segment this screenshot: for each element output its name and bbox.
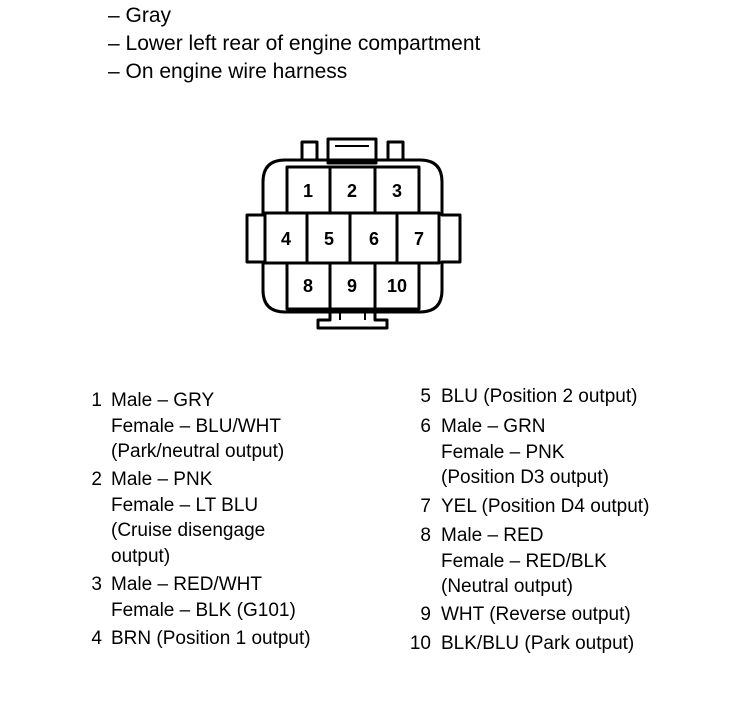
- header-location-text: – Lower left rear of engine compartment: [108, 32, 481, 55]
- pin-label: 4: [280, 229, 292, 249]
- pin-desc-line: BRN (Position 1 output): [111, 628, 311, 649]
- pin-label: 10: [386, 276, 408, 296]
- pin-number: 3: [91, 574, 102, 595]
- pin-number: 8: [420, 525, 431, 546]
- pin-desc-line: Female – BLU/WHT: [111, 415, 281, 437]
- pin-desc-line: Male – RED/WHT: [111, 574, 262, 595]
- pin-number: 5: [420, 386, 431, 407]
- pin-desc-line: Male – GRN: [441, 416, 546, 437]
- header-harness-text: – On engine wire harness: [108, 60, 348, 83]
- pin-desc-line: Female – RED/BLK: [441, 550, 607, 572]
- pin-desc-line: Female – BLK (G101): [111, 599, 296, 621]
- pin-label: 7: [413, 229, 425, 249]
- pin-label: 8: [302, 276, 314, 296]
- pin-label: 1: [302, 181, 314, 201]
- pin-desc-line: BLU (Position 2 output): [441, 386, 638, 407]
- pin-desc-line: Male – GRY: [111, 390, 215, 411]
- pin-desc-line: Female – LT BLU: [111, 494, 259, 516]
- pin-number: 10: [409, 633, 431, 654]
- pin-number: 2: [91, 469, 102, 490]
- pin-number: 6: [420, 416, 431, 437]
- header-color-text: – Gray: [108, 4, 172, 27]
- connector-top-tab-left: [302, 142, 317, 160]
- pin-desc-line: WHT (Reverse output): [441, 604, 631, 625]
- pin-desc-line: (Cruise disengage: [111, 520, 266, 541]
- pin-desc-line: Male – RED: [441, 525, 544, 546]
- pin-desc-line: (Neutral output): [441, 576, 574, 597]
- pin-number: 9: [420, 604, 431, 625]
- pin-desc-line: output): [111, 545, 171, 567]
- pin-number: 4: [91, 628, 102, 649]
- pin-number: 1: [91, 390, 102, 411]
- pin-label: 9: [346, 276, 358, 296]
- connector-top-tab-right: [388, 142, 403, 160]
- pin-label: 2: [346, 181, 358, 201]
- pin-number: 7: [420, 496, 431, 517]
- connector-bottom-key: [318, 312, 387, 328]
- pin-label: 6: [368, 229, 380, 249]
- pin-desc-line: (Park/neutral output): [111, 441, 285, 462]
- pin-label: 3: [391, 181, 403, 201]
- pin-label: 5: [323, 229, 335, 249]
- pin-desc-line: BLK/BLU (Park output): [441, 633, 635, 654]
- pin-desc-line: Female – PNK: [441, 441, 565, 463]
- pin-desc-line: (Position D3 output): [441, 467, 609, 488]
- pin-desc-line: Male – PNK: [111, 469, 213, 490]
- pin-desc-line: YEL (Position D4 output): [441, 496, 650, 517]
